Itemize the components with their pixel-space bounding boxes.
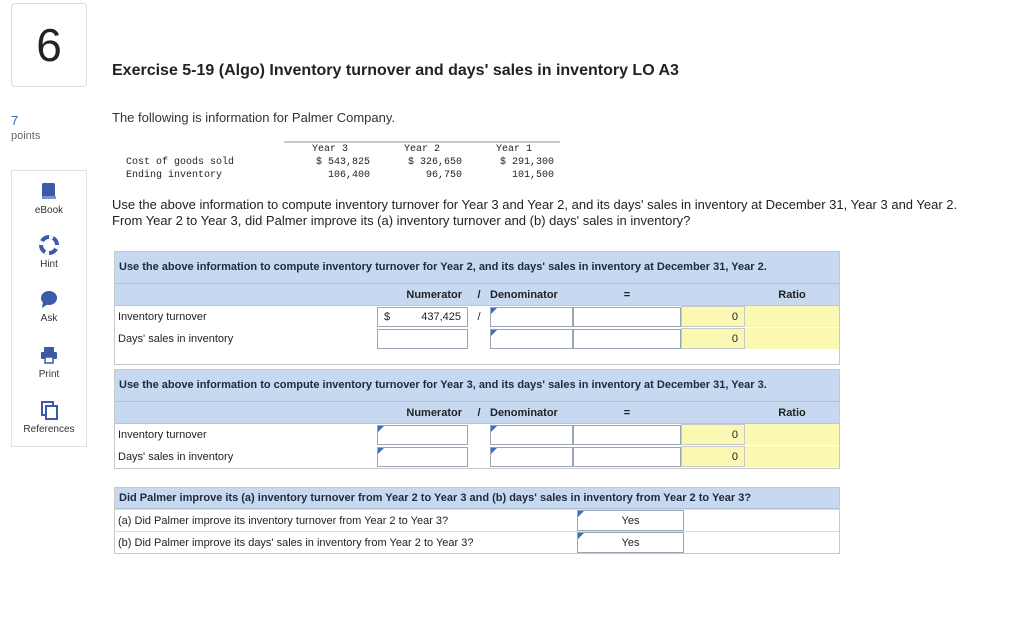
result-input[interactable] xyxy=(573,329,681,349)
year-2-panel xyxy=(114,251,840,365)
slash-header: / xyxy=(477,406,481,419)
slash-header: / xyxy=(477,288,481,301)
improve-days-sales-select[interactable]: Yes xyxy=(577,532,684,553)
year-1-header: Year 1 xyxy=(468,142,560,156)
hint-button[interactable] xyxy=(12,235,86,270)
table-cell: 106,400 xyxy=(328,170,371,181)
intro-text: The following is information for Palmer Company. xyxy=(112,110,395,125)
row-label: Inventory turnover xyxy=(118,428,207,441)
equals-header: = xyxy=(623,406,631,419)
improve-turnover-select[interactable]: Yes xyxy=(577,510,684,531)
print-label: Print xyxy=(38,369,60,380)
copy-icon xyxy=(39,400,59,420)
denominator-input[interactable] xyxy=(490,329,573,349)
references-label: References xyxy=(23,424,75,435)
row-label: Cost of goods sold xyxy=(126,157,235,168)
row-label: Days' sales in inventory xyxy=(118,450,234,463)
numerator-header: Numerator xyxy=(406,406,462,419)
printer-icon xyxy=(39,345,59,365)
year-3-panel xyxy=(114,369,840,469)
ebook-label: eBook xyxy=(34,205,64,216)
table-row xyxy=(115,328,839,350)
table-row xyxy=(115,424,839,446)
points-label: points xyxy=(11,130,41,142)
points-value: 7 xyxy=(11,113,19,128)
improvement-panel xyxy=(114,487,840,554)
hint-label: Hint xyxy=(40,259,58,270)
table-row xyxy=(120,169,560,182)
print-button[interactable] xyxy=(12,345,86,380)
numerator-input[interactable] xyxy=(377,425,468,445)
ratio-header: Ratio xyxy=(778,406,806,419)
result-input[interactable] xyxy=(573,447,681,467)
exercise-title: Exercise 5-19 (Algo) Inventory turnover and days' sales in inventory LO A3 xyxy=(112,62,679,79)
table-row xyxy=(115,509,839,531)
improvement-heading: Did Palmer improve its (a) inventory turnover from Year 2 to Year 3 and (b) days' sales in inventory from Year 2 to Year 3? xyxy=(115,488,839,509)
numerator-input[interactable] xyxy=(377,447,468,467)
table-cell: $ 291,300 xyxy=(500,157,555,168)
ebook-button[interactable] xyxy=(12,181,86,216)
instructions-text: Use the above information to compute inventory turnover for Year 3 and Year 2, and its days' sales in inventory at December 31, Year 3 and Year 2. From Year 2 to Year 3, did Palmer improve its (a) inventory turnover and (b) days' sales in inventory? xyxy=(112,197,958,228)
points-indicator xyxy=(11,113,40,142)
ratio-value: 0 xyxy=(681,424,745,445)
ask-button[interactable] xyxy=(12,289,86,324)
table-row xyxy=(115,531,839,553)
row-label: Days' sales in inventory xyxy=(118,332,234,345)
numerator-input[interactable] xyxy=(377,329,468,349)
tool-rail xyxy=(11,170,87,447)
table-cell: $ 326,650 xyxy=(408,157,463,168)
numerator-header: Numerator xyxy=(406,288,462,301)
row-label: Ending inventory xyxy=(126,170,223,181)
ratio-value: 0 xyxy=(681,446,745,467)
year-2-heading: Use the above information to compute inventory turnover for Year 2, and its days' sales in inventory at December 31, Year 2. xyxy=(115,252,839,284)
ratio-value: 0 xyxy=(681,328,745,349)
denominator-input[interactable] xyxy=(490,447,573,467)
table-row xyxy=(115,446,839,468)
chat-bubble-icon xyxy=(39,289,59,309)
row-label: (a) Did Palmer improve its inventory turnover from Year 2 to Year 3? xyxy=(118,514,449,527)
table-cell: 101,500 xyxy=(512,170,555,181)
row-label: (b) Did Palmer improve its days' sales in inventory from Year 2 to Year 3? xyxy=(118,536,474,549)
denominator-header: Denominator xyxy=(490,406,558,419)
year-3-header: Year 3 xyxy=(284,142,376,156)
ratio-header: Ratio xyxy=(778,288,806,301)
book-icon xyxy=(40,181,58,201)
currency-symbol: $ xyxy=(384,311,391,323)
result-input[interactable] xyxy=(573,425,681,445)
denominator-input[interactable] xyxy=(490,425,573,445)
column-headers xyxy=(115,284,839,306)
divide-sign: / xyxy=(477,310,481,323)
row-label: Inventory turnover xyxy=(118,310,207,323)
table-row xyxy=(120,156,560,169)
numerator-input[interactable] xyxy=(377,307,468,327)
table-cell: 96,750 xyxy=(426,170,463,181)
references-button[interactable] xyxy=(12,400,86,435)
numerator-value: 437,425 xyxy=(421,311,461,323)
question-number: 6 xyxy=(11,3,87,87)
year-3-heading: Use the above information to compute inventory turnover for Year 3, and its days' sales in inventory at December 31, Year 3. xyxy=(115,370,839,402)
equals-header: = xyxy=(623,288,631,301)
result-input[interactable] xyxy=(573,307,681,327)
column-headers xyxy=(115,402,839,424)
denominator-header: Denominator xyxy=(490,288,558,301)
year-2-header: Year 2 xyxy=(376,142,468,156)
denominator-input[interactable] xyxy=(490,307,573,327)
table-cell: $ 543,825 xyxy=(316,157,371,168)
table-row xyxy=(115,306,839,328)
ratio-value: 0 xyxy=(681,306,745,327)
company-info-table xyxy=(120,141,560,182)
ask-label: Ask xyxy=(40,313,58,324)
lifebuoy-icon xyxy=(39,235,59,255)
